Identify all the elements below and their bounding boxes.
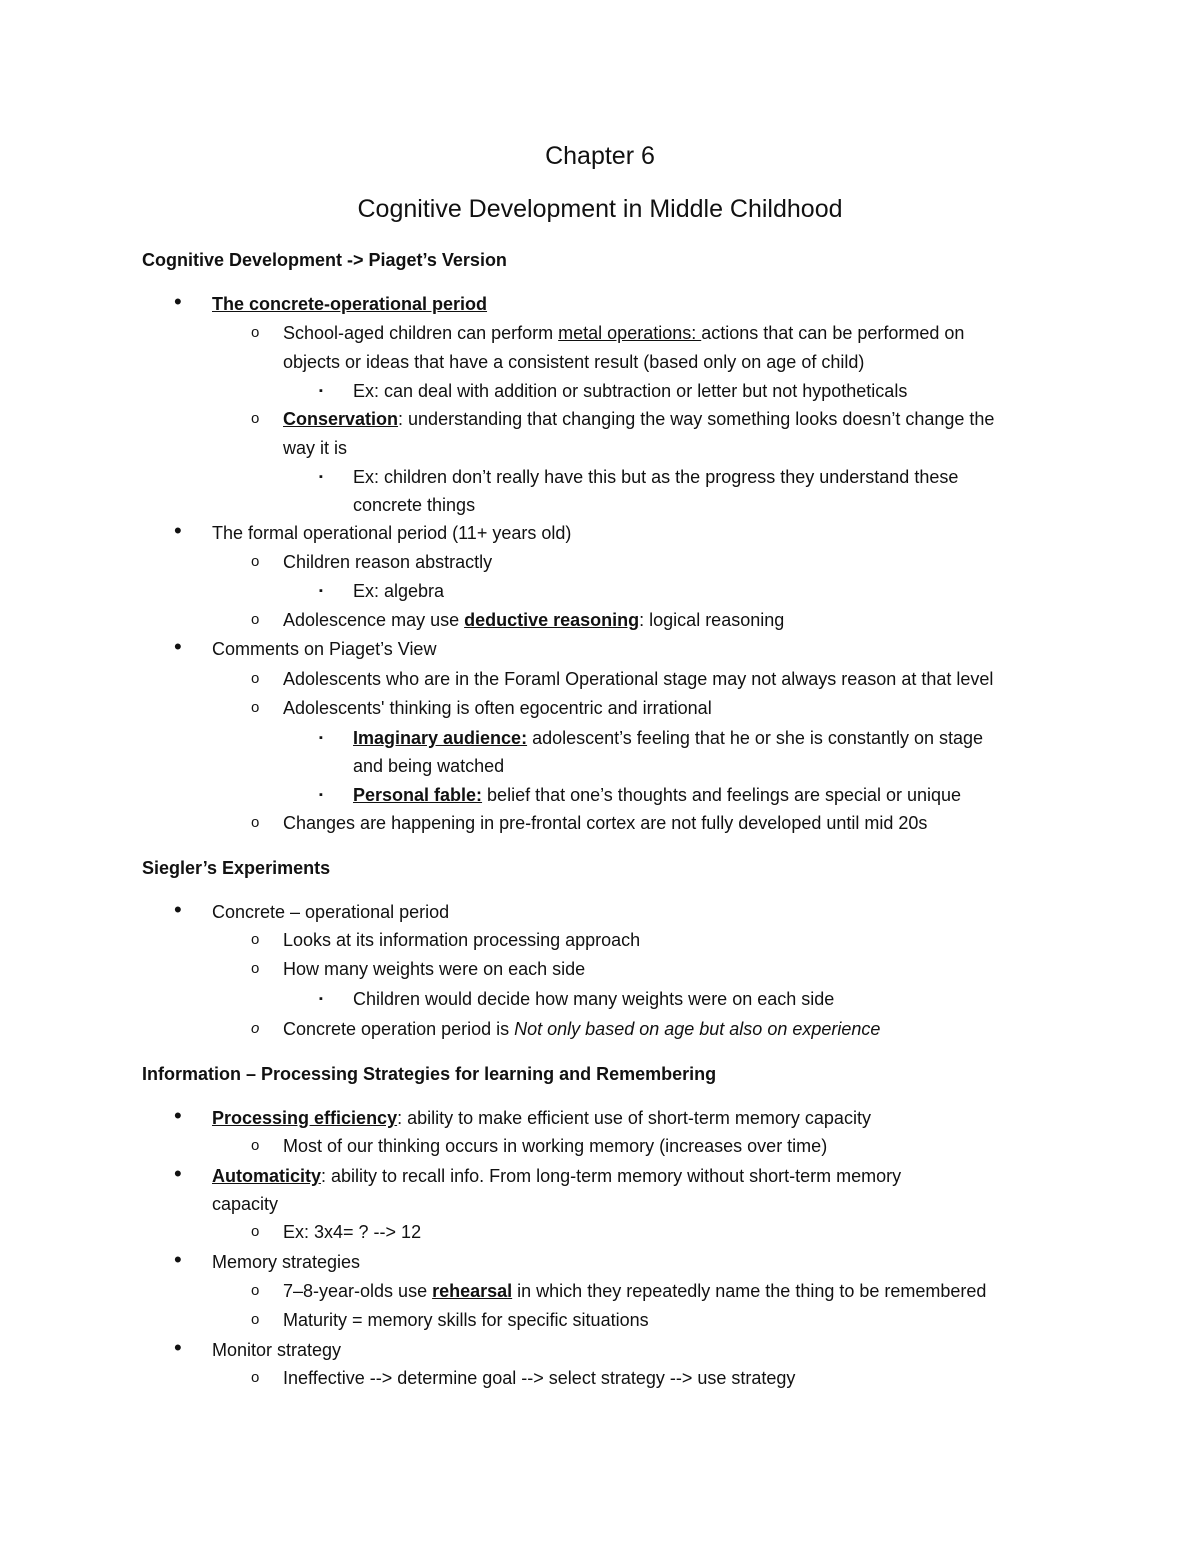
- square-bullet-icon: ▪: [319, 585, 323, 597]
- outline-line: [212, 1164, 901, 1188]
- text-segment: metal operations:: [558, 323, 702, 343]
- circle-bullet-icon: o: [251, 1311, 260, 1328]
- bullet-icon: •: [174, 897, 182, 922]
- square-bullet-icon: ▪: [319, 789, 323, 801]
- outline-line: [353, 579, 444, 603]
- outline-line: [283, 696, 712, 720]
- text-segment: How many weights were on each side: [283, 959, 586, 979]
- circle-bullet-icon: o: [251, 1020, 260, 1037]
- circle-bullet-icon: o: [251, 1137, 260, 1154]
- circle-bullet-icon: o: [251, 670, 260, 687]
- text-segment: Children reason abstractly: [283, 552, 493, 572]
- outline-line: [283, 1017, 880, 1041]
- text-segment: Not only based on age but also on experience: [514, 1019, 881, 1039]
- text-segment: The concrete-operational period: [212, 294, 488, 314]
- text-segment: Memory strategies: [212, 1252, 361, 1272]
- text-segment: Monitor strategy: [212, 1340, 342, 1360]
- circle-bullet-icon: o: [251, 1369, 260, 1386]
- section-heading: [142, 856, 330, 880]
- outline-line: [212, 292, 487, 316]
- outline-line: [353, 493, 475, 517]
- text-segment: Siegler’s Experiments: [142, 858, 331, 878]
- outline-line: [212, 900, 449, 924]
- text-segment: School-aged children can perform: [283, 323, 559, 343]
- circle-bullet-icon: o: [251, 1223, 260, 1240]
- bullet-icon: •: [174, 634, 182, 659]
- text-segment: Cognitive Development -> Piaget’s Version: [142, 250, 507, 270]
- outline-line: [283, 550, 492, 574]
- text-segment: Ex: 3x4= ? --> 12: [283, 1222, 422, 1242]
- circle-bullet-icon: o: [251, 324, 260, 341]
- circle-bullet-icon: o: [251, 931, 260, 948]
- outline-line: [353, 987, 834, 1011]
- outline-line: [212, 637, 436, 661]
- outline-line: [283, 407, 994, 431]
- outline-line: [212, 1250, 360, 1274]
- outline-line: [283, 928, 640, 952]
- bullet-icon: •: [174, 1247, 182, 1272]
- outline-line: [283, 667, 993, 691]
- text-segment: Most of our thinking occurs in working memory (increases over time): [283, 1136, 828, 1156]
- text-segment: Information – Processing Strategies for learning and Remembering: [142, 1064, 717, 1084]
- outline-line: [283, 1220, 421, 1244]
- text-segment: Conservation: [283, 409, 399, 429]
- outline-line: [283, 1279, 986, 1303]
- text-segment: Ex: children don’t really have this but as the progress they understand these: [353, 467, 959, 487]
- text-segment: : understanding that changing the way something looks doesn’t change the: [398, 409, 995, 429]
- square-bullet-icon: ▪: [319, 732, 323, 744]
- outline-line: [353, 783, 961, 807]
- text-segment: Comments on Piaget’s View: [212, 639, 437, 659]
- outline-line: [283, 321, 964, 345]
- text-segment: belief that one’s thoughts and feelings are special or unique: [482, 785, 962, 805]
- outline-line: [353, 465, 958, 489]
- page-subtitle: Cognitive Development in Middle Childhood: [357, 195, 843, 223]
- text-segment: adolescent’s feeling that he or she is constantly on stage: [527, 728, 984, 748]
- outline-line: [283, 350, 864, 374]
- text-segment: Looks at its information processing approach: [283, 930, 641, 950]
- text-segment: Maturity = memory skills for specific situations: [283, 1310, 649, 1330]
- text-segment: Personal fable:: [353, 785, 483, 805]
- circle-bullet-icon: o: [251, 410, 260, 427]
- square-bullet-icon: ▪: [319, 385, 323, 397]
- text-segment: rehearsal: [432, 1281, 513, 1301]
- text-segment: Imaginary audience:: [353, 728, 528, 748]
- outline-line: [283, 608, 784, 632]
- outline-line: [353, 379, 907, 403]
- text-segment: Ex: can deal with addition or subtraction or letter but not hypotheticals: [353, 381, 908, 401]
- circle-bullet-icon: o: [251, 611, 260, 628]
- section-heading: [142, 248, 507, 272]
- text-segment: : logical reasoning: [639, 610, 785, 630]
- page-title: Chapter 6: [545, 142, 655, 170]
- text-segment: Adolescents who are in the Foraml Operational stage may not always reason at that level: [283, 669, 994, 689]
- text-segment: Adolescence may use: [283, 610, 465, 630]
- outline-line: [283, 811, 927, 835]
- text-segment: way it is: [283, 438, 348, 458]
- text-segment: Processing efficiency: [212, 1108, 398, 1128]
- text-segment: : ability to make efficient use of short-term memory capacity: [397, 1108, 871, 1128]
- text-segment: objects or ideas that have a consistent result (based only on age of child): [283, 352, 865, 372]
- bullet-icon: •: [174, 1161, 182, 1186]
- outline-line: [283, 436, 347, 460]
- text-segment: Children would decide how many weights were on each side: [353, 989, 835, 1009]
- text-segment: deductive reasoning: [464, 610, 640, 630]
- circle-bullet-icon: o: [251, 1282, 260, 1299]
- text-segment: Changes are happening in pre-frontal cortex are not fully developed until mid 20s: [283, 813, 928, 833]
- text-segment: : ability to recall info. From long-term memory without short-term memory: [321, 1166, 902, 1186]
- text-segment: actions that can be performed on: [701, 323, 965, 343]
- text-segment: capacity: [212, 1194, 279, 1214]
- section-heading: [142, 1062, 716, 1086]
- bullet-icon: •: [174, 1103, 182, 1128]
- text-segment: Ineffective --> determine goal --> select strategy --> use strategy: [283, 1368, 796, 1388]
- text-segment: The formal operational period (11+ years old): [212, 523, 572, 543]
- outline-line: [283, 1134, 827, 1158]
- bullet-icon: •: [174, 289, 182, 314]
- outline-line: [353, 754, 504, 778]
- text-segment: Concrete operation period is: [283, 1019, 515, 1039]
- outline-line: [212, 1338, 341, 1362]
- text-segment: Adolescents' thinking is often egocentric and irrational: [283, 698, 712, 718]
- outline-line: [353, 726, 983, 750]
- bullet-icon: •: [174, 1335, 182, 1360]
- circle-bullet-icon: o: [251, 960, 260, 977]
- circle-bullet-icon: o: [251, 814, 260, 831]
- outline-line: [212, 1106, 871, 1130]
- outline-line: [283, 957, 585, 981]
- square-bullet-icon: ▪: [319, 471, 323, 483]
- square-bullet-icon: ▪: [319, 993, 323, 1005]
- text-segment: Ex: algebra: [353, 581, 445, 601]
- outline-line: [283, 1308, 649, 1332]
- text-segment: concrete things: [353, 495, 476, 515]
- text-segment: 7–8-year-olds use: [283, 1281, 433, 1301]
- outline-line: [283, 1366, 795, 1390]
- text-segment: in which they repeatedly name the thing to be remembered: [512, 1281, 987, 1301]
- circle-bullet-icon: o: [251, 699, 260, 716]
- text-segment: Concrete – operational period: [212, 902, 450, 922]
- text-segment: and being watched: [353, 756, 505, 776]
- outline-line: [212, 1192, 278, 1216]
- text-segment: Automaticity: [212, 1166, 322, 1186]
- outline-line: [212, 521, 571, 545]
- circle-bullet-icon: o: [251, 553, 260, 570]
- bullet-icon: •: [174, 518, 182, 543]
